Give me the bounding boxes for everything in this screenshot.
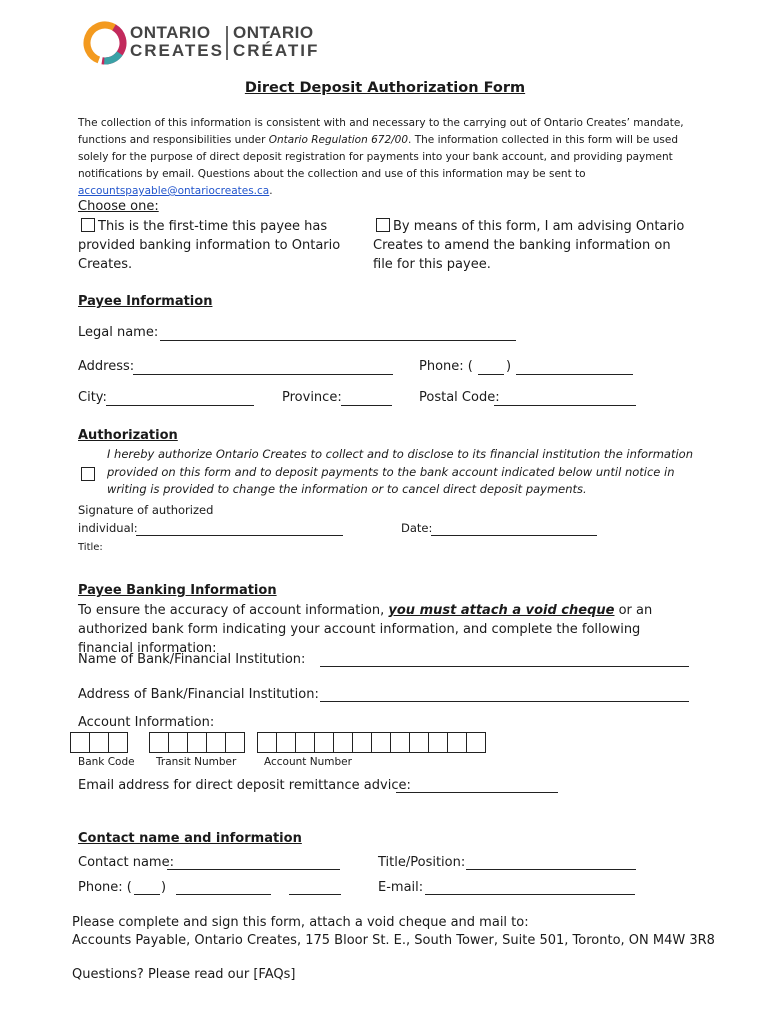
transit-number-label: Transit Number [156, 756, 237, 768]
logo-mark-icon [82, 20, 128, 66]
contact-heading: Contact name and information [78, 831, 302, 846]
form-title: Direct Deposit Authorization Form [244, 80, 526, 96]
bank-name-label: Name of Bank/Financial Institution: [78, 652, 306, 667]
signature-label-line1: Signature of authorized [78, 503, 214, 517]
signature-label-line2: individual: [78, 521, 138, 535]
city-field[interactable] [106, 405, 254, 406]
logo-ontario-fr: ONTARIO [233, 23, 314, 42]
transit-number-cells[interactable] [149, 732, 245, 753]
phone-paren-close: ) [506, 359, 512, 374]
legal-name-label: Legal name: [78, 325, 159, 340]
authorization-heading: Authorization [78, 428, 178, 443]
contact-name-label: Contact name: [78, 855, 174, 870]
option-first-time-label: This is the first-time this payee has provided banking information to Ontario Creates. [78, 219, 341, 272]
logo-ontario-en: ONTARIO [130, 23, 211, 42]
email-advice-field[interactable] [396, 792, 558, 793]
authorization-checkbox[interactable] [81, 467, 95, 481]
account-number-cells[interactable] [257, 732, 486, 753]
option-amend-label: By means of this form, I am advising Ontario Creates to amend the banking information on file for this payee. [373, 219, 685, 272]
authorization-text: I hereby authorize Ontario Creates to collect and to disclose to its financial institution the information provided on this form and to deposit payments to the bank account indicated below until notice in writing is provided to change the information or to cancel direct deposit payments. [107, 447, 694, 496]
contact-phone-ext-field[interactable] [289, 894, 341, 895]
date-field[interactable] [431, 535, 597, 536]
questions-faq: Questions? Please read our [FAQs] [72, 967, 296, 982]
mailing-address: Accounts Payable, Ontario Creates, 175 Bloor St. E., South Tower, Suite 501, Toronto, ON M4W 3R8 [72, 933, 715, 948]
date-label: Date: [401, 521, 433, 535]
phone-number-field[interactable] [516, 374, 633, 375]
logo [82, 20, 322, 68]
banking-intro: To ensure the accuracy of account information, you must attach a void cheque or an authorized bank form indicating your account information, and complete the following financial information: [78, 603, 653, 656]
bank-name-field[interactable] [320, 666, 689, 667]
logo-creatif-fr: CRÉATIF [233, 41, 320, 60]
contact-phone-label: Phone: ( [78, 880, 132, 895]
regulation-reference: Ontario Regulation 672/00 [268, 134, 409, 146]
province-label: Province: [282, 390, 342, 405]
logo-divider [226, 26, 228, 60]
postal-code-field[interactable] [494, 405, 636, 406]
choose-one-label: Choose one: [78, 199, 159, 214]
title-position-label: Title/Position: [378, 855, 466, 870]
postal-code-label: Postal Code: [419, 390, 500, 405]
contact-name-field[interactable] [167, 869, 340, 870]
contact-phone-number-field[interactable] [176, 894, 271, 895]
email-advice-label: Email address for direct deposit remittance advice: [78, 778, 411, 793]
address-label: Address: [78, 359, 135, 374]
bank-code-cells[interactable] [70, 732, 128, 753]
accounts-payable-email-link[interactable]: accountspayable@ontariocreates.ca [78, 185, 270, 197]
payee-info-heading: Payee Information [78, 294, 213, 309]
bank-address-label: Address of Bank/Financial Institution: [78, 687, 319, 702]
mail-instructions: Please complete and sign this form, attach a void cheque and mail to: [72, 915, 529, 930]
title-position-field[interactable] [466, 869, 636, 870]
bank-address-field[interactable] [320, 701, 689, 702]
signature-field[interactable] [136, 535, 343, 536]
phone-label: Phone: ( [419, 359, 473, 374]
bank-code-label: Bank Code [78, 756, 135, 768]
province-field[interactable] [341, 405, 392, 406]
banking-heading: Payee Banking Information [78, 583, 277, 598]
contact-email-field[interactable] [425, 894, 635, 895]
intro-part2: . The information collected in this form will be used solely for the purpose of direct deposit registration for payments into your bank account, and providing payment notifications by email. Questions about the collection and use of this information may be sent to [78, 134, 678, 180]
intro-part1: The collection of this information is consistent with and necessary to the carrying out of Ontario Creates’ mandate, functions and responsibilities under [78, 117, 684, 146]
intro-paragraph: The collection of this information is consistent with and necessary to the carrying out of Ontario Creates’ mandate, functions and responsibilities under Ontario Regulation 672/00. The information collected in this form will be used solely for the purpose of direct deposit registration for payments into your bank account, and providing payment notifications by email. Questions about the collection and use of this information may be sent to accountspayable@ontariocreates.ca. [78, 117, 684, 197]
city-label: City: [78, 390, 107, 405]
account-number-label: Account Number [264, 756, 352, 768]
void-cheque-emphasis: you must attach a void cheque [388, 603, 615, 618]
address-field[interactable] [133, 374, 393, 375]
logo-creates-en: CREATES [130, 41, 224, 60]
title-label: Title: [78, 542, 103, 553]
contact-phone-paren-close: ) [161, 880, 167, 895]
legal-name-field[interactable] [160, 340, 516, 341]
account-info-label: Account Information: [78, 715, 215, 730]
contact-phone-area-field[interactable] [134, 894, 160, 895]
contact-email-label: E-mail: [378, 880, 424, 895]
phone-area-code-field[interactable] [478, 374, 504, 375]
